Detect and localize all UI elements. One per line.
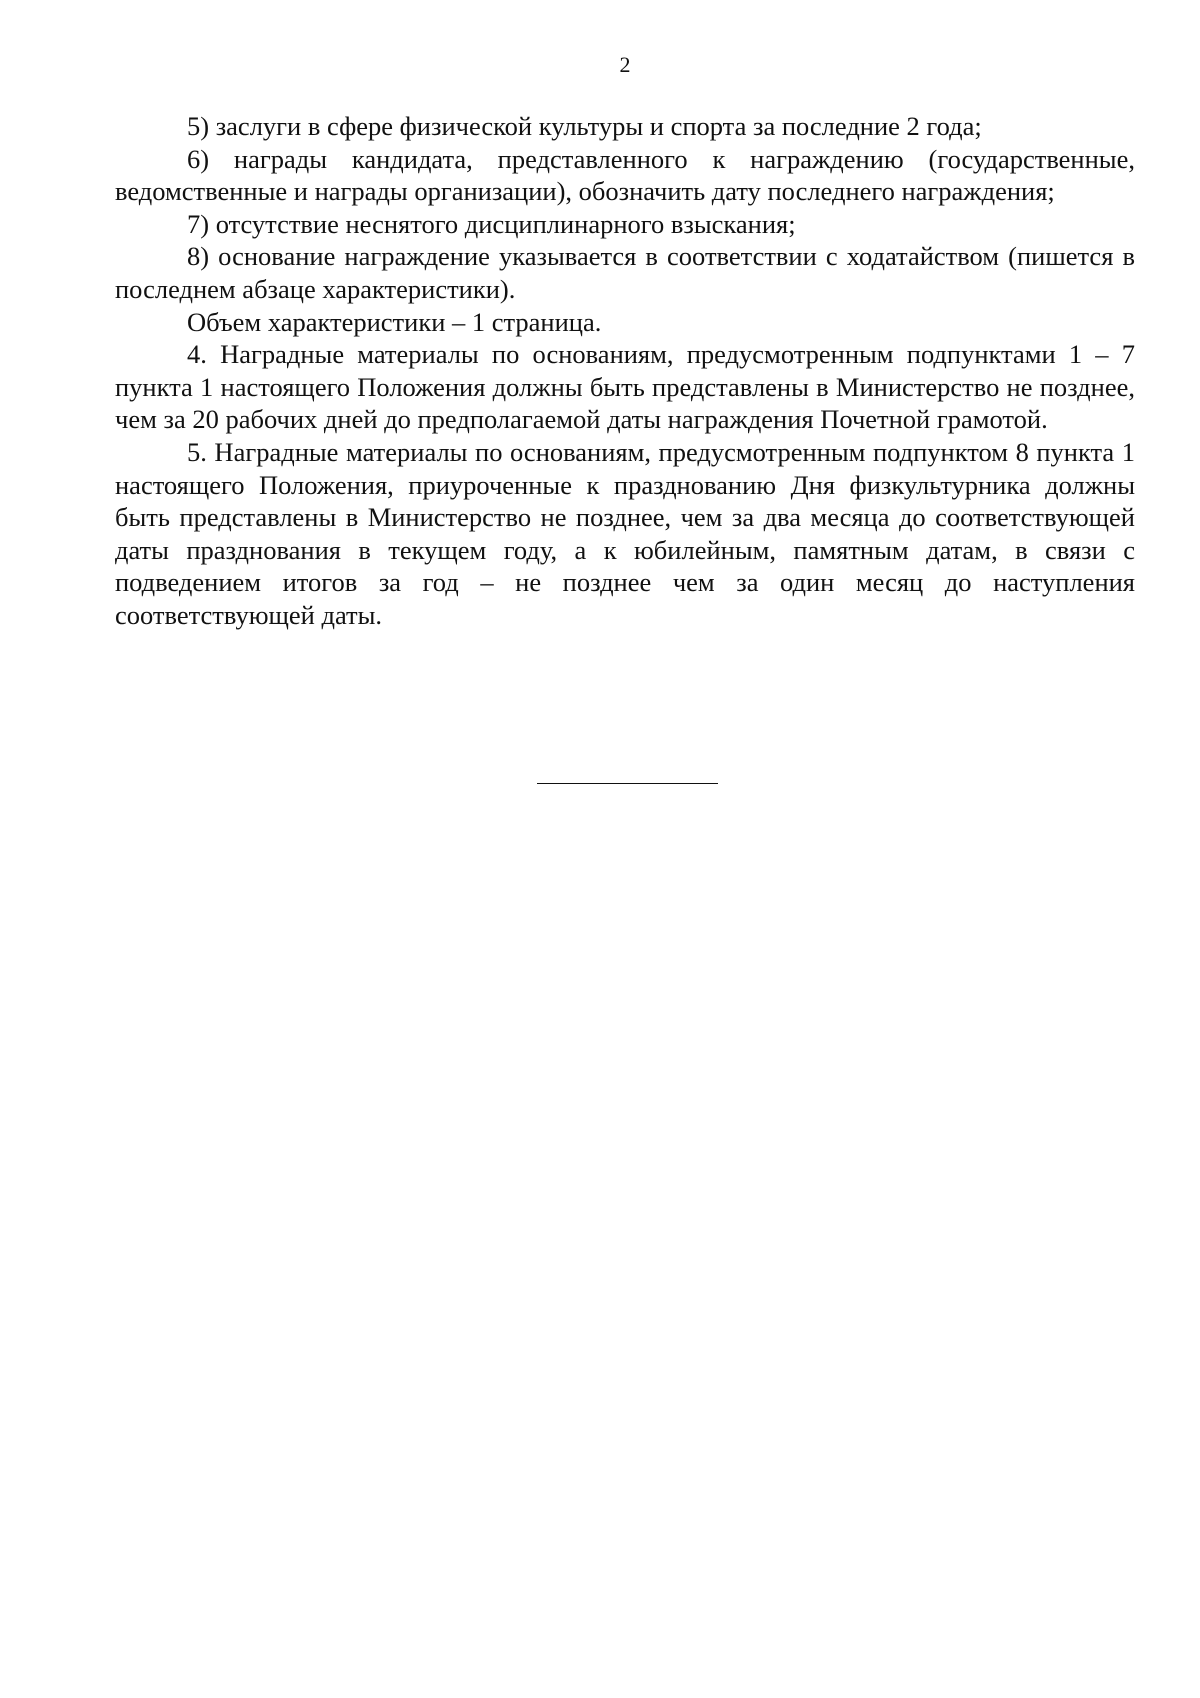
page-number: 2: [619, 52, 631, 77]
paragraph-clause-5: 5. Наградные материалы по основаниям, предусмотренным подпунктом 8 пункта 1 настоящего Положения, приуроченные к празднованию Дня физкультурника должны быть представлены в Министерство не позднее, чем за два месяца до соответствующей даты празднования в текущем году, а к юбилейным, памятным датам, в связи с подведением итогов за год – не позднее чем за один месяц до наступления соответствующей даты.: [115, 436, 1135, 630]
paragraph-volume-note: Объем характеристики – 1 страница.: [187, 306, 602, 337]
document-body: [115, 110, 1135, 632]
end-separator-line: [537, 783, 718, 784]
paragraph-item-8-basis: 8) основание награждение указывается в соответствии с ходатайством (пишется в последнем абзаце характеристики).: [115, 241, 1135, 304]
paragraph-item-5-merits: 5) заслуги в сфере физической культуры и спорта за последние 2 года;: [187, 111, 982, 141]
paragraph-item-7-no-penalty: 7) отсутствие неснятого дисциплинарного взыскания;: [187, 208, 796, 239]
paragraph-clause-4: 4. Наградные материалы по основаниям, предусмотренным подпунктами 1 – 7 пункта 1 настоящего Положения должны быть представлены в Министерство не позднее, чем за 20 рабочих дней до предполагаемой даты награждения Почетной грамотой.: [115, 339, 1135, 435]
paragraph-item-6-awards: 6) награды кандидата, представленного к награждению (государственные, ведомственные и награды организации), обозначить дату последнего награждения;: [115, 143, 1135, 207]
